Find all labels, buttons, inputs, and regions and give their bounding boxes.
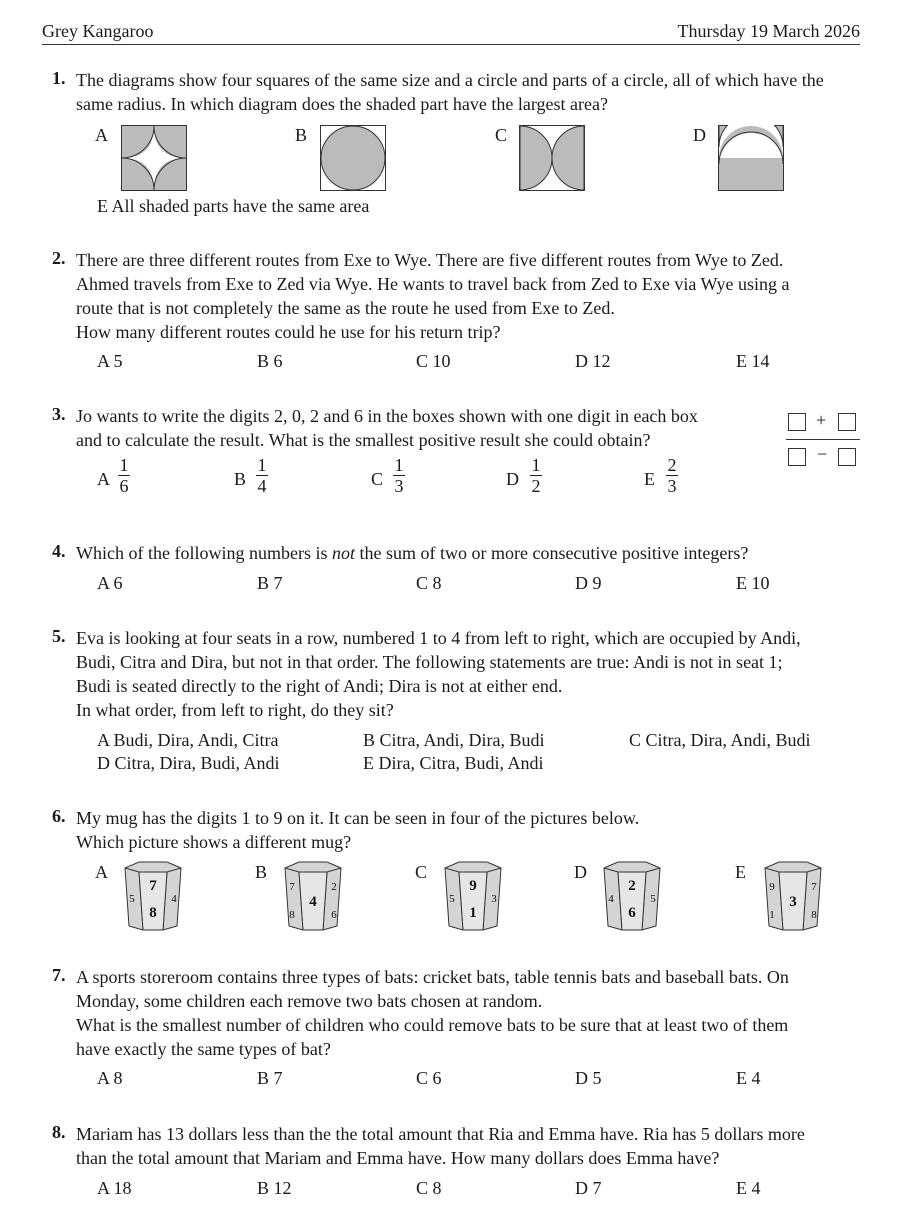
- mug-digit: 4: [608, 893, 614, 905]
- option-letter[interactable]: D: [506, 469, 519, 489]
- option-letter[interactable]: A: [97, 469, 110, 489]
- diagram-b: [320, 125, 386, 191]
- emphasis: not: [331, 543, 355, 563]
- option-letter[interactable]: B: [255, 862, 268, 882]
- mug-digit: 3: [789, 894, 797, 910]
- digit-box: [788, 413, 806, 431]
- mug-picture: [121, 860, 185, 932]
- option-label: C: [495, 125, 508, 145]
- mug-digit: 9: [469, 878, 477, 894]
- option-e[interactable]: E 14: [736, 351, 770, 371]
- question-number: 6.: [52, 806, 66, 826]
- mug-digit: 4: [309, 894, 317, 910]
- option-letter[interactable]: E: [644, 469, 655, 489]
- denominator: 3: [394, 476, 404, 496]
- option-fraction: [118, 456, 130, 495]
- mug-digit: 3: [491, 893, 497, 905]
- option-d[interactable]: D 12: [575, 351, 611, 371]
- option-a[interactable]: A Budi, Dira, Andi, Citra: [97, 730, 279, 750]
- option-a[interactable]: A 18: [97, 1178, 132, 1198]
- question-number: 8.: [52, 1122, 66, 1142]
- fraction-bar: [786, 439, 860, 440]
- text-line: Jo wants to write the digits 2, 0, 2 and 6 in the boxes shown with one digit in each box: [76, 406, 698, 426]
- option-label: A: [95, 125, 108, 145]
- question-text: [76, 1122, 864, 1170]
- question-number: 1.: [52, 68, 66, 88]
- option-a[interactable]: A 6: [97, 573, 123, 593]
- text-line: and to calculate the result. What is the smallest positive result she could obtain?: [76, 430, 651, 450]
- option-b[interactable]: B 6: [257, 351, 283, 371]
- denominator: 3: [667, 476, 677, 496]
- option-c[interactable]: C 8: [416, 1178, 442, 1198]
- option-d[interactable]: D 5: [575, 1068, 602, 1088]
- option-c[interactable]: C 10: [416, 351, 451, 371]
- denominator: 2: [531, 476, 541, 496]
- question-8: [52, 1122, 864, 1170]
- option-label: D: [693, 125, 706, 145]
- option-e[interactable]: E Dira, Citra, Budi, Andi: [363, 753, 544, 773]
- mug-digit: 7: [149, 878, 157, 894]
- option-letter[interactable]: D: [574, 862, 587, 882]
- diagram-c: [519, 125, 585, 191]
- question-number: 5.: [52, 626, 66, 646]
- page-header: [42, 16, 860, 45]
- numerator: 1: [394, 455, 404, 475]
- option-letter[interactable]: E: [735, 862, 746, 882]
- question-5: [52, 626, 864, 722]
- option-c[interactable]: C 8: [416, 573, 442, 593]
- question-text: [76, 404, 754, 452]
- digit-box: [788, 448, 806, 466]
- option-letter[interactable]: C: [371, 469, 384, 489]
- text-line: Budi, Citra and Dira, but not in that order. The following statements are true: Andi is not in seat 1;: [76, 652, 783, 672]
- text-line: Eva is looking at four seats in a row, numbered 1 to 4 from left to right, which are occupied by Andi,: [76, 628, 801, 648]
- option-b[interactable]: B 7: [257, 573, 283, 593]
- question-text: [76, 626, 864, 722]
- text-line: Monday, some children each remove two bats chosen at random.: [76, 991, 543, 1011]
- mug-digit: 8: [811, 909, 817, 921]
- text-part: Which of the following numbers is: [76, 543, 332, 563]
- text-line: have exactly the same types of bat?: [76, 1039, 331, 1059]
- mug-picture: [761, 860, 825, 932]
- option-d[interactable]: D 9: [575, 573, 602, 593]
- diagram-a: [121, 125, 187, 191]
- digit-box: [838, 448, 856, 466]
- text-line: Ahmed travels from Exe to Zed via Wye. He wants to travel back from Zed to Exe via Wye using a: [76, 274, 790, 294]
- text-line: Budi is seated directly to the right of Andi; Dira is not at either end.: [76, 676, 563, 696]
- question-1: [52, 68, 864, 116]
- fraction-boxes: [786, 410, 862, 470]
- option-letter[interactable]: C: [415, 862, 428, 882]
- mug-picture: [600, 860, 664, 932]
- text-line: In what order, from left to right, do they sit?: [76, 700, 394, 720]
- question-3: [52, 404, 754, 452]
- option-e: E All shaded parts have the same area: [97, 196, 370, 216]
- option-fraction: [256, 456, 268, 495]
- option-b[interactable]: B Citra, Andi, Dira, Budi: [363, 730, 545, 750]
- plus-sign: +: [816, 410, 827, 430]
- minus-sign: −: [817, 444, 828, 464]
- mug-digit: 8: [149, 905, 157, 921]
- mug-digit: 8: [289, 909, 295, 921]
- question-text: [76, 541, 864, 565]
- question-text: The diagrams show four squares of the same size and a circle and parts of a circle, all of which have the same radius. In which diagram does the shaded part have the largest area?: [76, 70, 824, 114]
- numerator: 2: [667, 455, 677, 475]
- option-a[interactable]: A 8: [97, 1068, 123, 1088]
- mug-digit: 7: [289, 881, 295, 893]
- mug-digit: 9: [769, 881, 775, 893]
- text-line: There are three different routes from Exe to Wye. There are five different routes from Wye to Zed.: [76, 250, 784, 270]
- option-letter[interactable]: B: [234, 469, 247, 489]
- numerator: 1: [257, 455, 267, 475]
- question-number: 7.: [52, 965, 66, 985]
- mug-digit: 6: [628, 905, 636, 921]
- text-line: What is the smallest number of children who could remove bats to be sure that at least two of them: [76, 1015, 789, 1035]
- digit-box: [838, 413, 856, 431]
- question-number: 4.: [52, 541, 66, 561]
- question-4: [52, 541, 864, 565]
- text-line: route that is not completely the same as the route he used from Exe to Zed.: [76, 298, 615, 318]
- mug-digit: 5: [129, 893, 135, 905]
- option-a[interactable]: A 5: [97, 351, 123, 371]
- numerator: 1: [531, 455, 541, 475]
- mug-picture: [281, 860, 345, 932]
- text-line: Which picture shows a different mug?: [76, 832, 352, 852]
- option-c[interactable]: C 6: [416, 1068, 442, 1088]
- question-text: [76, 806, 864, 854]
- question-2: [52, 248, 864, 344]
- option-e[interactable]: E 4: [736, 1068, 761, 1088]
- question-text: [76, 965, 864, 1061]
- option-fraction: [530, 456, 542, 495]
- mug-picture: [441, 860, 505, 932]
- mug-digit: 1: [469, 905, 477, 921]
- option-e[interactable]: E 10: [736, 573, 770, 593]
- text-line: Mariam has 13 dollars less than the the total amount that Ria and Emma have. Ria has 5 dollars more: [76, 1124, 805, 1144]
- mug-digit: 4: [171, 893, 177, 905]
- option-d[interactable]: D 7: [575, 1178, 602, 1198]
- mug-digit: 2: [628, 878, 636, 894]
- text-part: the sum of two or more consecutive positive integers?: [354, 543, 749, 563]
- mug-digit: 5: [650, 893, 656, 905]
- question-7: [52, 965, 864, 1061]
- option-fraction: [666, 456, 678, 495]
- question-text: [76, 248, 864, 344]
- option-label: B: [295, 125, 308, 145]
- option-letter[interactable]: A: [95, 862, 108, 882]
- option-b[interactable]: B 7: [257, 1068, 283, 1088]
- question-number: 2.: [52, 248, 66, 268]
- text-line: than the total amount that Mariam and Emma have. How many dollars does Emma have?: [76, 1148, 720, 1168]
- diagram-d: [718, 125, 784, 191]
- mug-digit: 1: [769, 909, 775, 921]
- denominator: 4: [257, 476, 267, 496]
- mug-digit: 6: [331, 909, 337, 921]
- text-line: A sports storeroom contains three types of bats: cricket bats, table tennis bats and baseball bats. On: [76, 967, 789, 987]
- option-d[interactable]: D Citra, Dira, Budi, Andi: [97, 753, 280, 773]
- contest-name: Grey Kangaroo: [42, 21, 154, 41]
- mug-digit: 2: [331, 881, 337, 893]
- question-6: [52, 806, 864, 854]
- mug-digit: 5: [449, 893, 455, 905]
- numerator: 1: [119, 455, 129, 475]
- text-line: How many different routes could he use for his return trip?: [76, 322, 501, 342]
- text-line: My mug has the digits 1 to 9 on it. It can be seen in four of the pictures below.: [76, 808, 640, 828]
- contest-date: Thursday 19 March 2026: [677, 21, 860, 41]
- question-number: 3.: [52, 404, 66, 424]
- option-b[interactable]: B 12: [257, 1178, 292, 1198]
- denominator: 6: [119, 476, 129, 496]
- option-c[interactable]: C Citra, Dira, Andi, Budi: [629, 730, 811, 750]
- option-fraction: [393, 456, 405, 495]
- mug-digit: 7: [811, 881, 817, 893]
- option-e[interactable]: E 4: [736, 1178, 761, 1198]
